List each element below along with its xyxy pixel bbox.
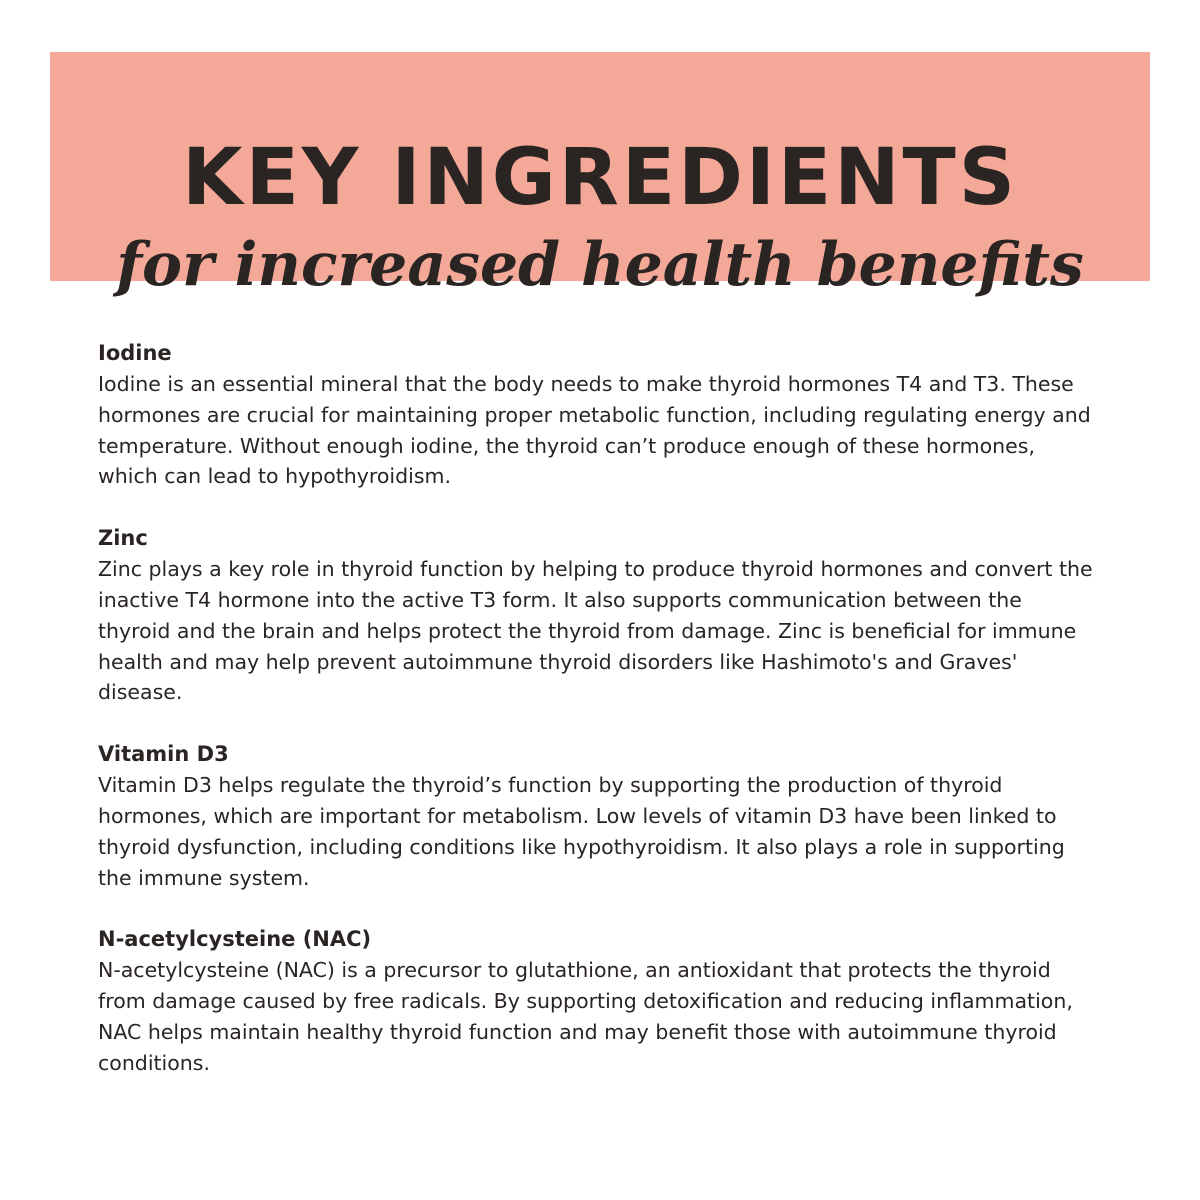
ingredient-zinc [98,523,1098,708]
ingredient-description: N-acetylcysteine (NAC) is a precursor to glutathione, an antioxidant that protects the thyroid from damage caused by free radicals. By supporting detoxification and reducing inflammation, NAC helps maintain healthy thyroid function and may benefit those with autoimmune thyroid conditions. [98,958,1073,1075]
ingredient-nac [98,924,1098,1078]
ingredient-description: Vitamin D3 helps regulate the thyroid’s function by supporting the production of thyroid hormones, which are important for metabolism. Low levels of vitamin D3 have been linked to thyroid dysfunction, including conditions like hypothyroidism. It also plays a role in supporting the immune system. [98,773,1065,890]
ingredient-vitamin-d3 [98,739,1098,893]
ingredient-name: Iodine [98,341,172,365]
ingredient-name: Zinc [98,526,148,551]
ingredient-name: Vitamin D3 [98,742,229,767]
ingredient-description: Zinc plays a key role in thyroid function by helping to produce thyroid hormones and convert the inactive T4 hormone into the active T3 form. It also supports communication between the thyroid and the brain and helps protect the thyroid from damage. Zinc is beneficial for immune health and may help prevent autoimmune thyroid disorders like Hashimoto's and Graves' disease. [98,557,1093,705]
ingredient-name: N-acetylcysteine (NAC) [98,927,372,952]
banner-title: KEY INGREDIENTS [182,133,1018,223]
ingredient-list [98,338,1098,1110]
banner-subtitle: for increased health benefits [116,230,1084,300]
ingredient-iodine [98,338,1098,492]
ingredient-description: Iodine is an essential mineral that the body needs to make thyroid hormones T4 and T3. These hormones are crucial for maintaining proper metabolic function, including regulating energy and temperature. Without enough iodine, the thyroid can’t produce enough of these hormones, which can lead to hypothyroidism. [98,372,1091,489]
header-banner [50,52,1150,300]
